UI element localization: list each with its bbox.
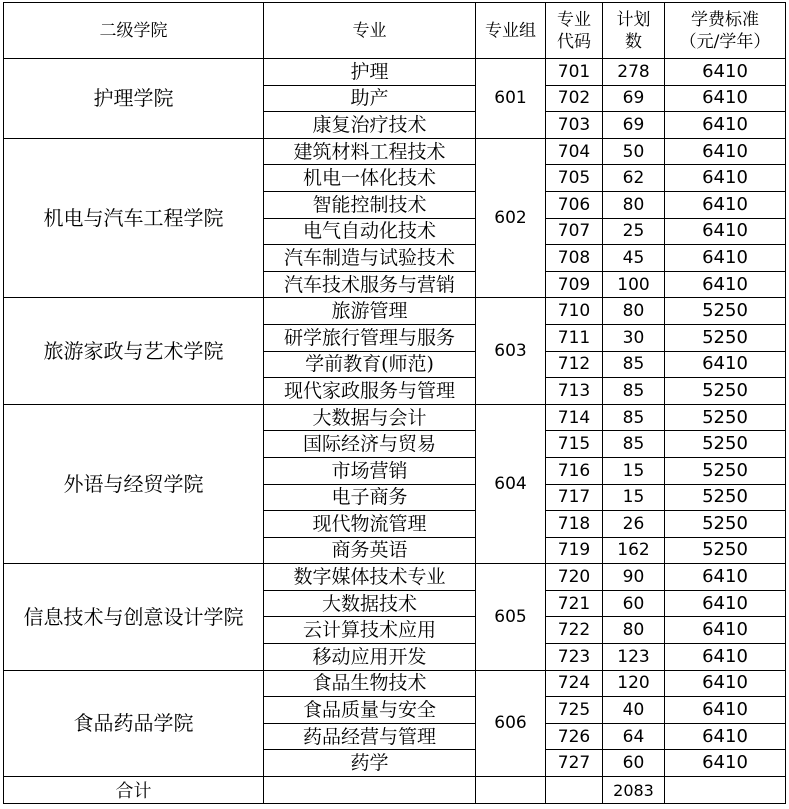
plan-count: 62 — [603, 165, 665, 192]
plan-count: 80 — [603, 617, 665, 644]
major-code: 716 — [546, 457, 603, 484]
major-code: 710 — [546, 298, 603, 325]
header-code — [546, 3, 603, 59]
major-name: 助产 — [264, 85, 476, 112]
plan-count: 26 — [603, 511, 665, 538]
tuition-fee: 5250 — [665, 324, 786, 351]
group-code: 604 — [476, 404, 546, 564]
major-name: 机电一体化技术 — [264, 165, 476, 192]
major-name: 大数据与会计 — [264, 404, 476, 431]
plan-count: 15 — [603, 457, 665, 484]
header-plan — [603, 3, 665, 59]
tuition-fee: 5250 — [665, 537, 786, 564]
plan-count: 69 — [603, 112, 665, 139]
plan-count: 60 — [603, 750, 665, 777]
tuition-fee: 6410 — [665, 564, 786, 591]
table-row — [4, 404, 786, 431]
major-code: 717 — [546, 484, 603, 511]
tuition-fee: 6410 — [665, 351, 786, 378]
plan-count: 50 — [603, 138, 665, 165]
tuition-fee: 5250 — [665, 378, 786, 405]
total-fee-empty — [665, 777, 786, 804]
major-code: 709 — [546, 271, 603, 298]
college-name: 护理学院 — [4, 59, 264, 139]
tuition-fee: 5250 — [665, 511, 786, 538]
tuition-fee: 6410 — [665, 590, 786, 617]
major-name: 药学 — [264, 750, 476, 777]
total-group-empty — [476, 777, 546, 804]
total-plan: 2083 — [603, 777, 665, 804]
header-major-label: 专业 — [352, 20, 387, 41]
table-row — [4, 670, 786, 697]
major-code: 725 — [546, 697, 603, 724]
major-code: 701 — [546, 59, 603, 86]
college-name: 外语与经贸学院 — [4, 404, 264, 564]
plan-count: 85 — [603, 431, 665, 458]
header-group — [476, 3, 546, 59]
tuition-fee: 5250 — [665, 457, 786, 484]
major-code: 715 — [546, 431, 603, 458]
header-college — [4, 3, 264, 59]
plan-count: 85 — [603, 404, 665, 431]
major-name: 电子商务 — [264, 484, 476, 511]
major-name: 康复治疗技术 — [264, 112, 476, 139]
header-group-label: 专业组 — [485, 20, 536, 41]
major-name: 大数据技术 — [264, 590, 476, 617]
table-body — [4, 59, 786, 777]
table-row — [4, 298, 786, 325]
major-name: 食品质量与安全 — [264, 697, 476, 724]
plan-count: 120 — [603, 670, 665, 697]
tuition-fee: 6410 — [665, 723, 786, 750]
group-code: 602 — [476, 138, 546, 298]
header-major — [264, 3, 476, 59]
major-code: 704 — [546, 138, 603, 165]
major-name: 移动应用开发 — [264, 644, 476, 671]
major-code: 705 — [546, 165, 603, 192]
major-name: 商务英语 — [264, 537, 476, 564]
tuition-fee: 6410 — [665, 644, 786, 671]
header-fee-line1: 学费标准 — [691, 9, 759, 30]
table-row — [4, 564, 786, 591]
major-name: 数字媒体技术专业 — [264, 564, 476, 591]
tuition-fee: 6410 — [665, 245, 786, 272]
plan-count: 80 — [603, 298, 665, 325]
tuition-fee: 6410 — [665, 670, 786, 697]
major-code: 727 — [546, 750, 603, 777]
major-code: 707 — [546, 218, 603, 245]
group-code: 606 — [476, 670, 546, 776]
major-name: 汽车技术服务与营销 — [264, 271, 476, 298]
major-name: 药品经营与管理 — [264, 723, 476, 750]
major-name: 护理 — [264, 59, 476, 86]
college-name: 旅游家政与艺术学院 — [4, 298, 264, 404]
tuition-fee: 6410 — [665, 138, 786, 165]
plan-count: 15 — [603, 484, 665, 511]
major-code: 723 — [546, 644, 603, 671]
major-name: 研学旅行管理与服务 — [264, 324, 476, 351]
header-plan-line2: 数 — [625, 31, 642, 52]
college-name: 机电与汽车工程学院 — [4, 138, 264, 298]
plan-count: 30 — [603, 324, 665, 351]
tuition-fee: 6410 — [665, 697, 786, 724]
plan-count: 69 — [603, 85, 665, 112]
tuition-fee: 6410 — [665, 271, 786, 298]
plan-count: 85 — [603, 351, 665, 378]
major-name: 云计算技术应用 — [264, 617, 476, 644]
table-row — [4, 59, 786, 86]
tuition-fee: 5250 — [665, 484, 786, 511]
major-code: 718 — [546, 511, 603, 538]
tuition-fee: 6410 — [665, 218, 786, 245]
tuition-fee: 5250 — [665, 404, 786, 431]
tuition-fee: 5250 — [665, 431, 786, 458]
total-code-empty — [546, 777, 603, 804]
plan-count: 278 — [603, 59, 665, 86]
total-row — [4, 777, 786, 804]
group-code: 601 — [476, 59, 546, 139]
tuition-fee: 6410 — [665, 112, 786, 139]
table-row — [4, 138, 786, 165]
major-code: 711 — [546, 324, 603, 351]
tuition-fee: 6410 — [665, 59, 786, 86]
total-label: 合计 — [4, 777, 264, 804]
total-major-empty — [264, 777, 476, 804]
major-name: 市场营销 — [264, 457, 476, 484]
major-name: 学前教育(师范) — [264, 351, 476, 378]
major-code: 712 — [546, 351, 603, 378]
plan-count: 80 — [603, 191, 665, 218]
plan-count: 85 — [603, 378, 665, 405]
major-code: 702 — [546, 85, 603, 112]
plan-count: 25 — [603, 218, 665, 245]
major-name: 现代家政服务与管理 — [264, 378, 476, 405]
tuition-fee: 6410 — [665, 165, 786, 192]
plan-count: 60 — [603, 590, 665, 617]
major-code: 719 — [546, 537, 603, 564]
major-code: 708 — [546, 245, 603, 272]
major-code: 721 — [546, 590, 603, 617]
header-code-line2: 代码 — [557, 31, 591, 52]
header-fee-line2: （元/学年） — [679, 31, 771, 52]
plan-count: 123 — [603, 644, 665, 671]
major-code: 724 — [546, 670, 603, 697]
group-code: 605 — [476, 564, 546, 670]
tuition-fee: 6410 — [665, 191, 786, 218]
major-name: 智能控制技术 — [264, 191, 476, 218]
college-name: 信息技术与创意设计学院 — [4, 564, 264, 670]
header-plan-line1: 计划 — [616, 9, 651, 30]
header-code-line1: 专业 — [557, 9, 591, 30]
major-code: 703 — [546, 112, 603, 139]
tuition-fee: 5250 — [665, 298, 786, 325]
plan-count: 45 — [603, 245, 665, 272]
major-code: 726 — [546, 723, 603, 750]
plan-count: 90 — [603, 564, 665, 591]
major-name: 电气自动化技术 — [264, 218, 476, 245]
header-college-label: 二级学院 — [99, 20, 168, 41]
major-code: 714 — [546, 404, 603, 431]
tuition-fee: 6410 — [665, 617, 786, 644]
plan-count: 162 — [603, 537, 665, 564]
group-code: 603 — [476, 298, 546, 404]
tuition-fee: 6410 — [665, 750, 786, 777]
major-code: 713 — [546, 378, 603, 405]
header-row — [4, 3, 786, 59]
major-code: 706 — [546, 191, 603, 218]
plan-count: 40 — [603, 697, 665, 724]
header-fee — [665, 3, 786, 59]
major-code: 722 — [546, 617, 603, 644]
major-name: 旅游管理 — [264, 298, 476, 325]
major-name: 国际经济与贸易 — [264, 431, 476, 458]
plan-count: 64 — [603, 723, 665, 750]
major-name: 建筑材料工程技术 — [264, 138, 476, 165]
enrollment-plan-table — [3, 2, 786, 804]
college-name: 食品药品学院 — [4, 670, 264, 776]
major-code: 720 — [546, 564, 603, 591]
tuition-fee: 6410 — [665, 85, 786, 112]
plan-count: 100 — [603, 271, 665, 298]
major-name: 汽车制造与试验技术 — [264, 245, 476, 272]
major-name: 食品生物技术 — [264, 670, 476, 697]
major-name: 现代物流管理 — [264, 511, 476, 538]
